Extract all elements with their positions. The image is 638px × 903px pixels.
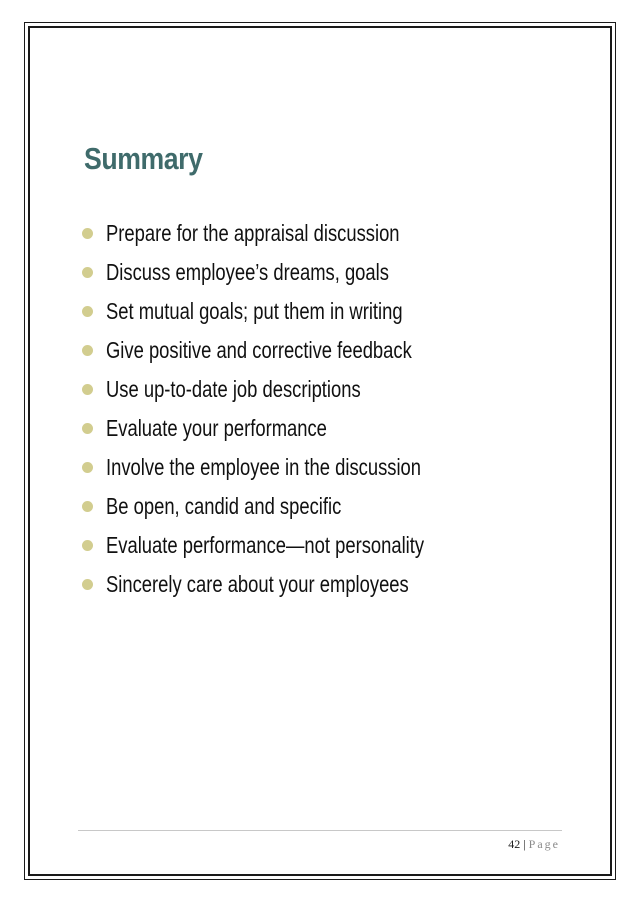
list-item-text: Involve the employee in the discussion <box>106 454 422 480</box>
list-item <box>82 331 504 370</box>
list-item-text: Prepare for the appraisal discussion <box>106 220 400 246</box>
list-item-text: Be open, candid and specific <box>106 493 342 519</box>
list-item-text: Discuss employee’s dreams, goals <box>106 259 389 285</box>
list-item <box>82 448 504 487</box>
list-item <box>82 487 504 526</box>
list-item <box>82 409 504 448</box>
page-title: Summary <box>84 141 203 176</box>
bullet-icon <box>82 423 93 434</box>
summary-list <box>82 214 504 604</box>
list-item-text: Use up-to-date job descriptions <box>106 376 361 402</box>
page-label: Page <box>528 837 560 851</box>
page-number: 42 <box>508 837 521 851</box>
bullet-icon <box>82 501 93 512</box>
list-item <box>82 526 504 565</box>
footer-divider <box>78 830 562 831</box>
bullet-icon <box>82 384 93 395</box>
page-footer <box>508 837 560 852</box>
bullet-icon <box>82 462 93 473</box>
list-item <box>82 292 504 331</box>
list-item <box>82 214 504 253</box>
bullet-icon <box>82 345 93 356</box>
list-item <box>82 565 504 604</box>
list-item-text: Set mutual goals; put them in writing <box>106 298 403 324</box>
bullet-icon <box>82 267 93 278</box>
footer-separator: | <box>523 837 526 851</box>
list-item-text: Evaluate your performance <box>106 415 327 441</box>
list-item <box>82 370 504 409</box>
bullet-icon <box>82 306 93 317</box>
list-item-text: Sincerely care about your employees <box>106 571 409 597</box>
bullet-icon <box>82 228 93 239</box>
bullet-icon <box>82 579 93 590</box>
bullet-icon <box>82 540 93 551</box>
list-item-text: Give positive and corrective feedback <box>106 337 412 363</box>
list-item <box>82 253 504 292</box>
list-item-text: Evaluate performance—not personality <box>106 532 425 558</box>
